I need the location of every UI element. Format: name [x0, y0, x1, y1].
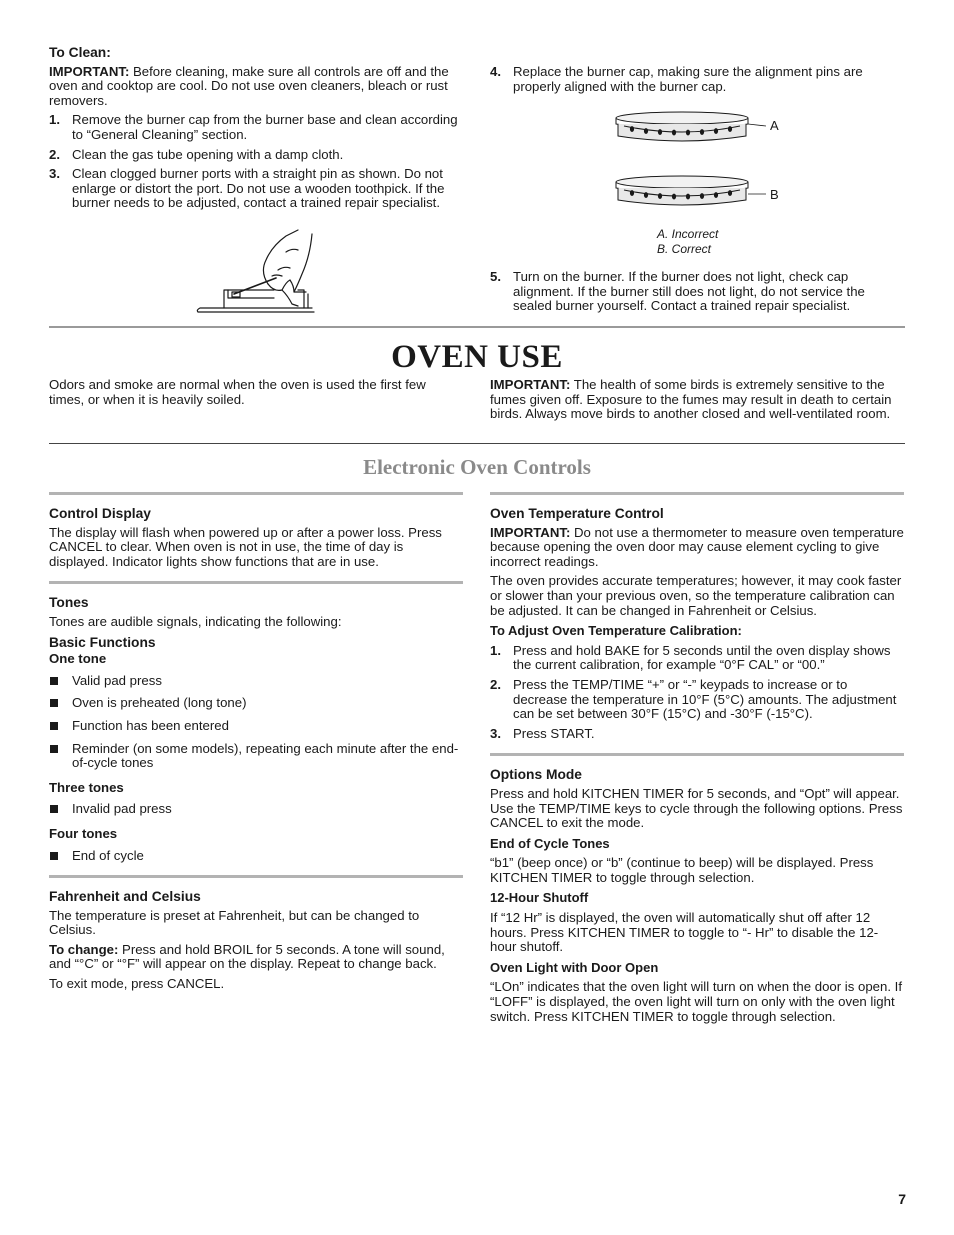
important-label: IMPORTANT:	[49, 63, 130, 79]
step-number: 1.	[490, 642, 501, 658]
to-clean-important	[49, 65, 463, 109]
caption-incorrect: A. Incorrect	[657, 227, 719, 241]
control-display-heading: Control Display	[49, 506, 151, 521]
important-label: IMPORTANT:	[490, 377, 571, 392]
list-item: Oven is preheated (long tone)	[49, 696, 463, 711]
important-text: Before cleaning, make sure all controls are off and the oven and cooktop are cool. Do not use oven cleaners, bleach or rust removers.	[49, 63, 449, 108]
fahrenheit-change	[49, 943, 463, 972]
tones-heading: Tones	[49, 595, 89, 611]
burner-step-4	[490, 65, 904, 94]
shutoff-text: If “12 Hr” is displayed, the oven will automatically shut off after 12 hours. Press KITCHEN TIMER to toggle to “- Hr” to disable the 12-hour shutoff.	[490, 910, 879, 955]
subsection-divider	[49, 581, 463, 584]
four-tones-heading: Four tones	[49, 825, 118, 841]
step-number: 3.	[490, 725, 501, 741]
burner-cap-alignment-figure	[610, 108, 790, 218]
step-number: 2.	[49, 146, 60, 162]
list-item: Function has been entered	[49, 719, 463, 734]
pin-cleaning-illustration	[194, 226, 319, 318]
figure-label-b: B	[770, 187, 779, 202]
oven-temp-important	[490, 526, 904, 570]
burner-step-5-section	[490, 270, 904, 319]
list-item	[490, 678, 904, 722]
fahrenheit-celsius-heading: Fahrenheit and Celsius	[49, 889, 201, 905]
section-divider	[49, 326, 905, 328]
list-item	[49, 113, 463, 142]
to-clean-steps	[49, 113, 463, 211]
fahrenheit-exit: To exit mode, press CANCEL.	[49, 976, 225, 992]
end-of-cycle-heading: End of Cycle Tones	[490, 835, 610, 851]
figure-label-a: A	[770, 118, 779, 133]
basic-functions-heading: Basic Functions	[49, 634, 156, 650]
list-item	[490, 270, 904, 314]
list-item	[490, 644, 904, 673]
options-mode-heading: Options Mode	[490, 767, 582, 783]
list-item	[490, 65, 904, 94]
step-text: Press START.	[513, 725, 595, 741]
burner-step-5	[490, 270, 904, 314]
list-item	[49, 167, 463, 211]
subsection-divider	[490, 753, 904, 756]
subsection-divider	[49, 492, 463, 495]
three-tones-list	[49, 802, 463, 817]
burner-cap-section	[490, 65, 904, 99]
page-title: OVEN USE	[391, 339, 563, 375]
oven-temp-text: The oven provides accurate temperatures; however, it may cook faster or slower than your previous oven, so the temperature calibration can be adjusted. It can be changed in Fahrenheit or Celsius.	[490, 573, 902, 618]
list-item: Valid pad press	[49, 674, 463, 689]
end-of-cycle-text: “b1” (beep once) or “b” (continue to beep) will be displayed. Press KITCHEN TIMER to toggle through selection.	[490, 855, 874, 885]
important-text: Do not use a thermometer to measure oven temperature because opening the oven door may cause element cycling to give incorrect readings.	[490, 524, 904, 569]
controls-left-column	[49, 492, 463, 997]
one-tone-heading: One tone	[49, 651, 107, 667]
adjust-calibration-heading: To Adjust Oven Temperature Calibration:	[490, 623, 742, 639]
subsection-divider	[490, 492, 904, 495]
list-item: End of cycle	[49, 849, 463, 864]
list-item	[490, 727, 904, 742]
important-text: The health of some birds is extremely sensitive to the fumes given off. Exposure to the fumes may result in death to certain birds. Always move birds to another closed and well-ventilated room.	[490, 377, 892, 422]
step-text: Turn on the burner. If the burner does not light, check cap alignment. If the burner still does not light, do not service the sealed burner yourself. Contact a trained repair specialist.	[513, 269, 865, 314]
step-text: Remove the burner cap from the burner base and clean according to “General Cleaning” section.	[72, 112, 458, 142]
oven-temp-heading: Oven Temperature Control	[490, 506, 664, 521]
controls-right-column	[490, 492, 904, 1029]
to-clean-section	[49, 46, 463, 216]
fahrenheit-text: The temperature is preset at Fahrenheit, but can be changed to Celsius.	[49, 907, 420, 938]
oven-use-important	[490, 378, 904, 427]
step-text: Press the TEMP/TIME “+” or “-” keypads to increase or to decrease the temperature in 10°F (5°C) amounts. The adjustment can be set between 30°F (15°C) and -30°F (-15°C).	[513, 676, 897, 722]
four-tones-list	[49, 849, 463, 864]
section-title: Electronic Oven Controls	[363, 455, 591, 479]
step-number: 4.	[490, 64, 501, 79]
oven-use-intro-text: Odors and smoke are normal when the oven is used the first few times, or when it is heavily soiled.	[49, 377, 426, 407]
section-divider	[49, 443, 905, 444]
options-intro: Press and hold KITCHEN TIMER for 5 seconds, and “Opt” will appear. Use the TEMP/TIME keys to cycle through the following options. Press CANCEL to exit the mode.	[490, 785, 903, 831]
to-change-label: To change:	[49, 941, 119, 957]
oven-light-text: “LOn” indicates that the oven light will turn on when the door is open. If “LOFF” is displayed, the oven light will turn on only with the oven light switch. Press KITCHEN TIMER to toggle through selection.	[490, 979, 902, 1024]
step-text: Clean clogged burner ports with a straight pin as shown. Do not enlarge or distort the port. Do not use a wooden toothpick. If the burner needs to be adjusted, contact a trained repair specialist.	[72, 166, 445, 211]
page-number: 7	[898, 1191, 906, 1207]
to-change-text: Press and hold BROIL for 5 seconds. A tone will sound, and “°C” or “°F” will appear on the display. Repeat to change back.	[49, 941, 445, 972]
oven-light-heading: Oven Light with Door Open	[490, 959, 659, 975]
one-tone-list	[49, 674, 463, 771]
birds-warning	[490, 378, 904, 422]
subsection-divider	[49, 875, 463, 878]
step-text: Press and hold BAKE for 5 seconds until the oven display shows the current calibration, for example “0°F CAL” or “00.”	[513, 642, 891, 673]
important-label: IMPORTANT:	[490, 524, 571, 540]
oven-use-intro	[49, 378, 463, 412]
control-display-text: The display will flash when powered up or after a power loss. Press CANCEL to clear. When oven is not in use, the time of day is displayed. Indicator lights show functions that are in use.	[49, 524, 442, 569]
caption-correct: B. Correct	[657, 242, 712, 256]
step-number: 3.	[49, 166, 60, 182]
step-number: 1.	[49, 112, 60, 128]
step-number: 2.	[490, 676, 501, 692]
step-text: Clean the gas tube opening with a damp cloth.	[72, 146, 344, 162]
list-item	[49, 148, 463, 163]
step-number: 5.	[490, 269, 501, 284]
list-item: Invalid pad press	[49, 802, 463, 817]
shutoff-heading: 12-Hour Shutoff	[490, 890, 589, 906]
figure-caption	[657, 227, 718, 257]
to-clean-heading: To Clean:	[49, 45, 111, 60]
three-tones-heading: Three tones	[49, 779, 124, 795]
tones-intro: Tones are audible signals, indicating the following:	[49, 613, 342, 629]
calibration-steps	[490, 644, 904, 742]
step-text: Replace the burner cap, making sure the alignment pins are properly aligned with the burner cap.	[513, 64, 863, 94]
list-item: Reminder (on some models), repeating each minute after the end-of-cycle tones	[49, 742, 463, 771]
